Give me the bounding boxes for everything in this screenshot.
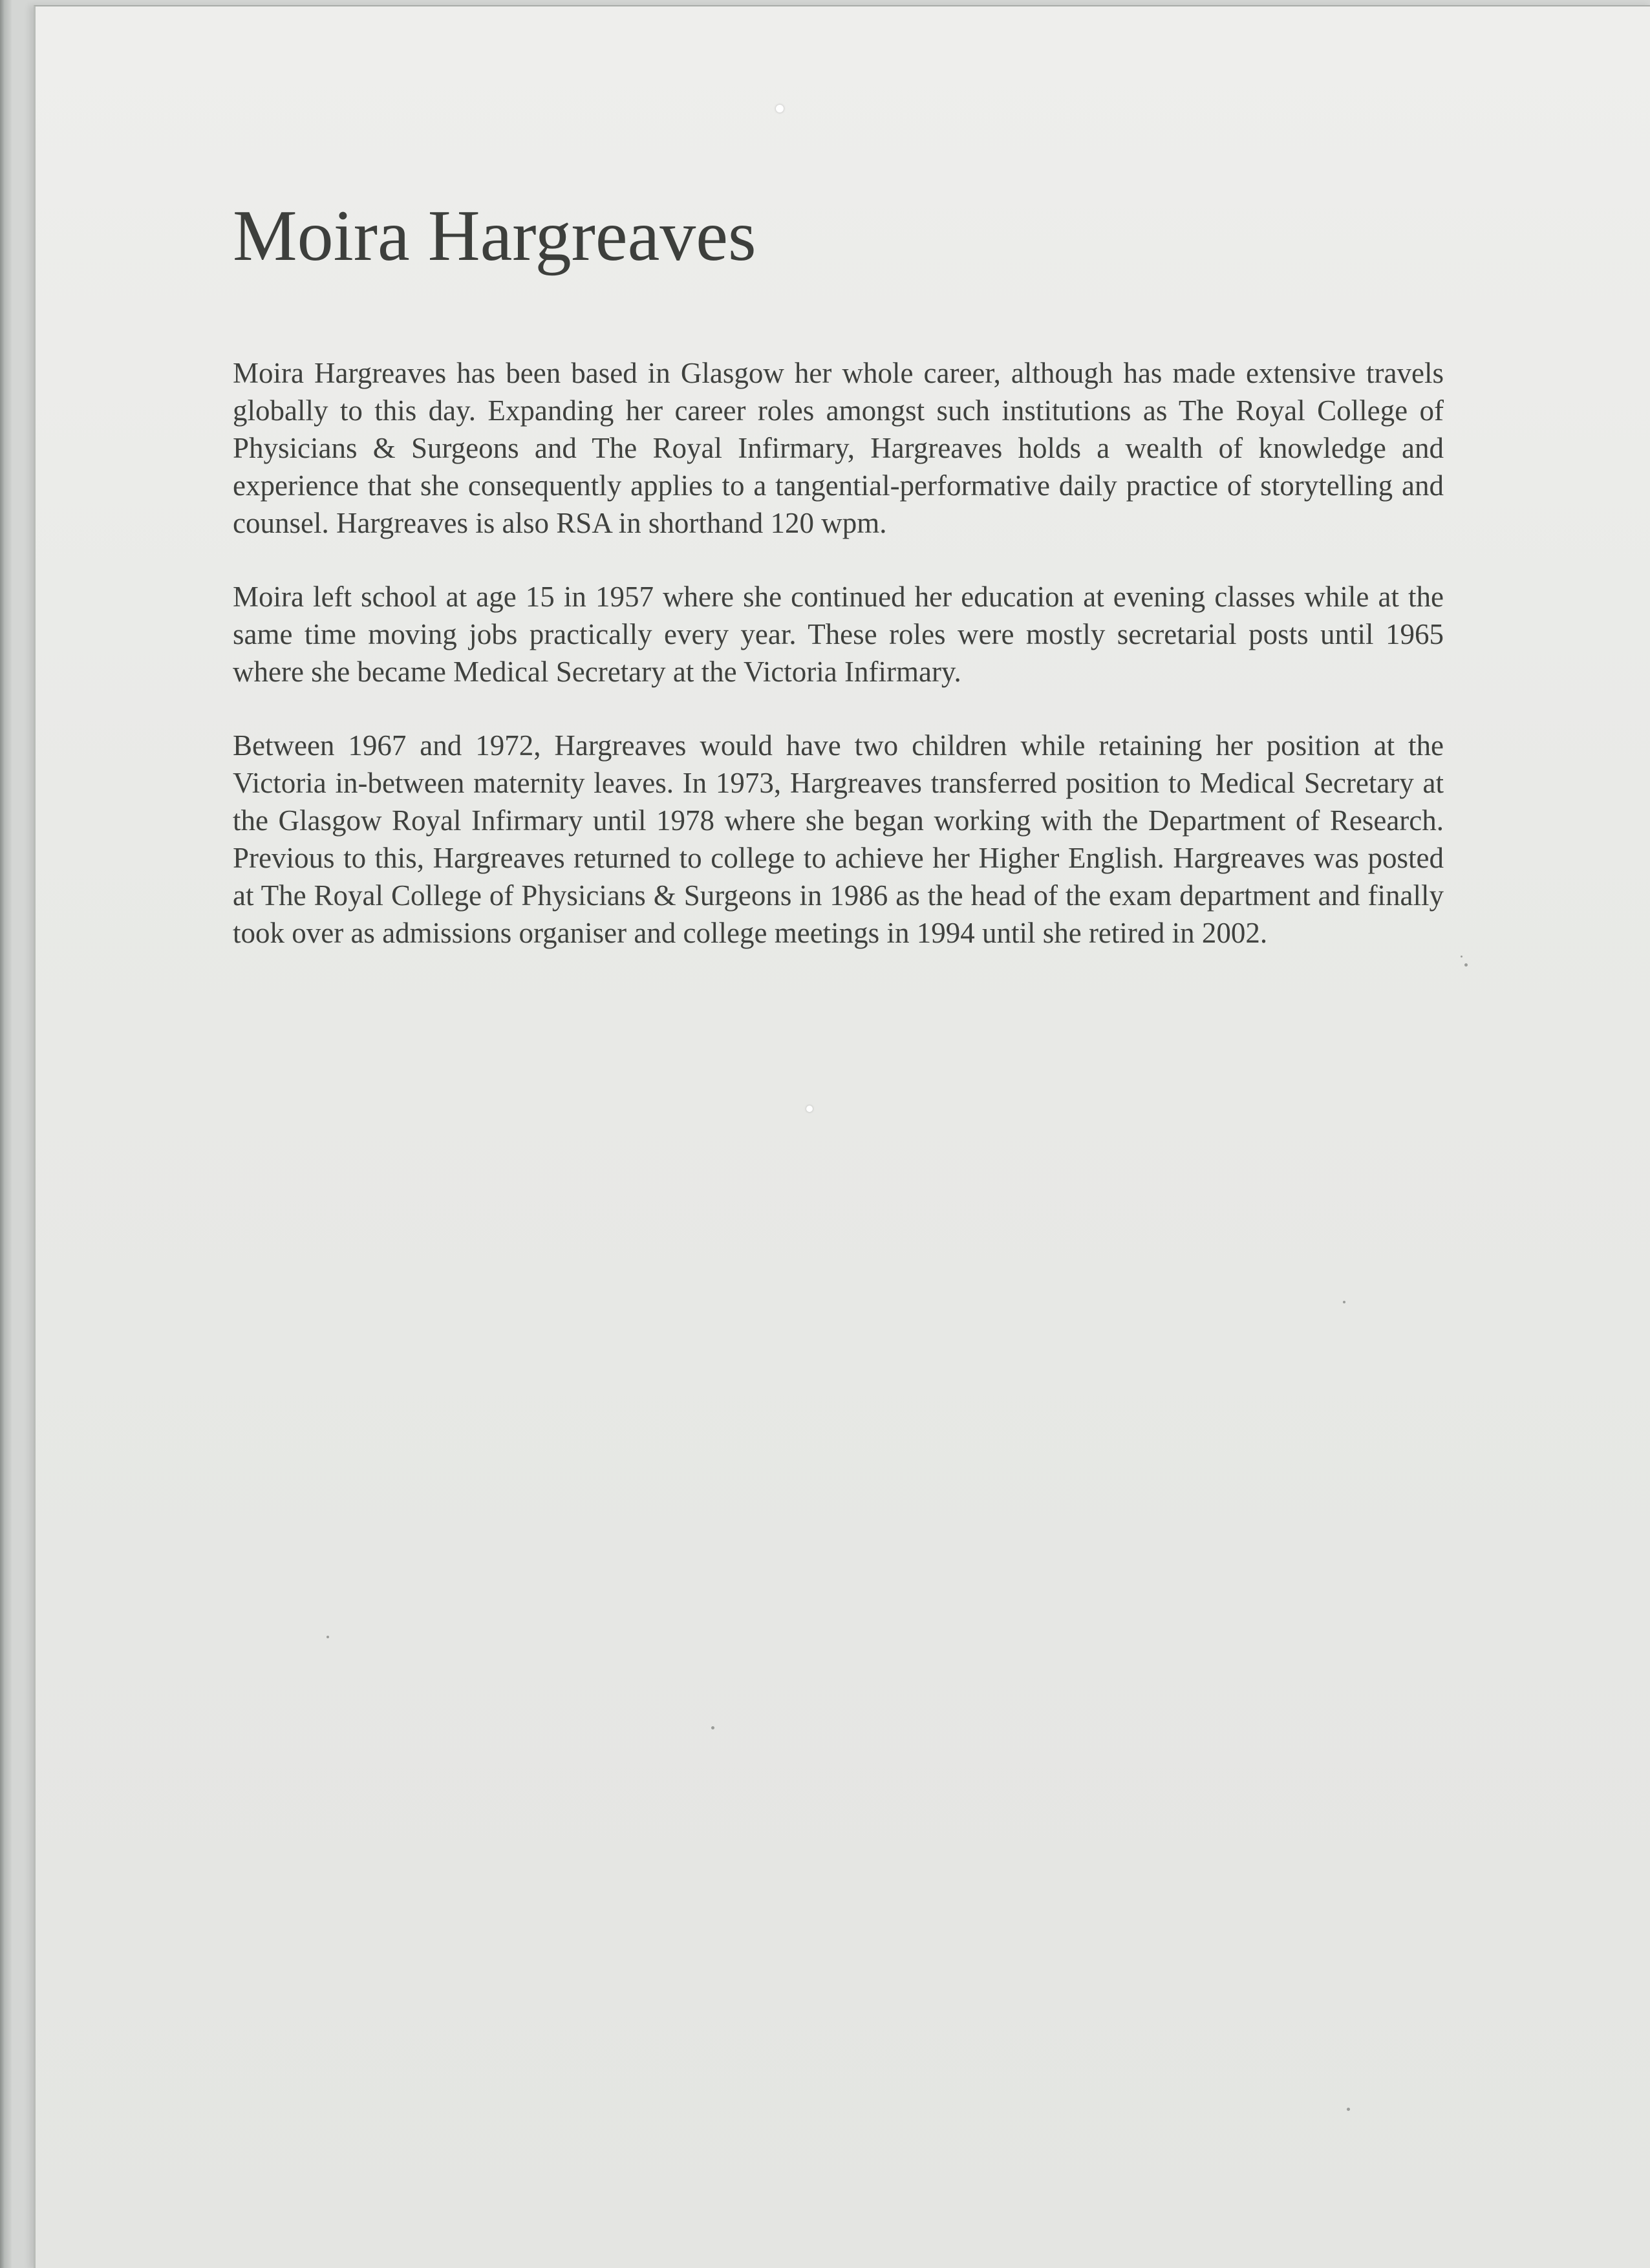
document-content	[233, 194, 1444, 988]
paper-speck	[711, 1726, 714, 1729]
paper-speck	[327, 1636, 329, 1638]
paper-speck	[1461, 956, 1462, 957]
paper-speck	[776, 105, 784, 112]
paper-speck	[1347, 2108, 1350, 2111]
paper-speck	[1464, 963, 1468, 967]
paragraph-later-career: Between 1967 and 1972, Hargreaves would have two children while retaining her position at the Victoria in-between maternity leaves. In 1973, Hargreaves transferred position to Medical Secretary at the Glasgow Royal Infirmary until 1978 where she began working with the Department of Research. Previous to this, Hargreaves returned to college to achieve her Higher English. Hargreaves was posted at The Royal College of Physicians & Surgeons in 1986 as the head of the exam department and finally took over as admissions organiser and college meetings in 1994 until she retired in 2002.	[233, 729, 1444, 949]
paragraph-early-career: Moira left school at age 15 in 1957 where she continued her education at evening classes while at the same time moving jobs practically every year. These roles were mostly secretarial posts until 1965 where she became Medical Secretary at the Victoria Infirmary.	[233, 581, 1444, 688]
paper-speck	[806, 1106, 813, 1112]
paper-speck	[1343, 1301, 1345, 1303]
page-title: Moira Hargreaves	[233, 196, 756, 276]
biography-body	[233, 354, 1444, 952]
scanner-edge-shadow	[0, 0, 12, 2268]
paragraph-career-overview: Moira Hargreaves has been based in Glasgow her whole career, although has made extensive travels globally to this day. Expanding her career roles amongst such institutions as The Royal College of Physicians & Surgeons and The Royal Infirmary, Hargreaves holds a wealth of knowledge and experience that she consequently applies to a tangential-performative daily practice of storytelling and counsel. Hargreaves is also RSA in shorthand 120 wpm.	[233, 357, 1444, 539]
